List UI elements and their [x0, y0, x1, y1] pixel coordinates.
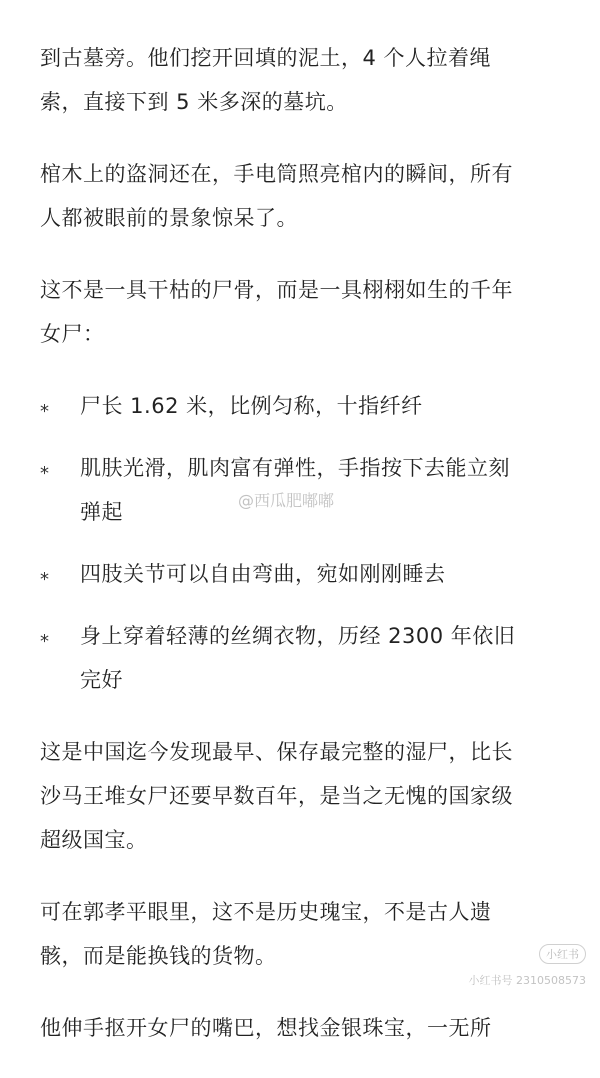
text-line: 到古墓旁。他们挖开回填的泥土，4 个人拉着绳: [40, 46, 492, 70]
text-line: 人都被眼前的景象惊呆了。: [40, 206, 298, 230]
text-line: 完好: [80, 668, 123, 692]
bullet-list: [40, 384, 570, 702]
list-item: [40, 552, 570, 596]
text-line: 沙马王堆女尸还要早数百年，是当之无愧的国家级: [40, 784, 513, 808]
text-line: 四肢关节可以自由弯曲，宛如刚刚睡去: [80, 562, 446, 586]
paragraph-2: [40, 152, 570, 240]
asterisk-bullet-icon: *: [40, 463, 50, 484]
text-line: 弹起: [80, 500, 123, 524]
text-line: 他伸手抠开女尸的嘴巴，想找金银珠宝，一无所: [40, 1016, 492, 1040]
paragraph-6: [40, 1006, 570, 1050]
paragraph-3: [40, 268, 570, 356]
asterisk-bullet-icon: *: [40, 631, 50, 652]
watermark: @西瓜肥嘟嘟: [238, 491, 335, 510]
paragraph-1: [40, 36, 570, 124]
text-line: 棺木上的盗洞还在，手电筒照亮棺内的瞬间，所有: [40, 162, 513, 186]
asterisk-bullet-icon: *: [40, 401, 50, 422]
text-line: 骸，而是能换钱的货物。: [40, 944, 277, 968]
text-line: 这不是一具干枯的尸骨，而是一具栩栩如生的千年: [40, 278, 513, 302]
text-line: 肌肤光滑，肌肉富有弹性，手指按下去能立刻: [80, 456, 510, 480]
article-body: [40, 36, 570, 1078]
text-line: 尸长 1.62 米，比例匀称，十指纤纤: [80, 394, 423, 418]
text-line: 可在郭孝平眼里，这不是历史瑰宝，不是古人遗: [40, 900, 492, 924]
platform-user-id: 小红书号 2310508573: [468, 974, 586, 987]
list-item: [40, 384, 570, 428]
text-line: 索，直接下到 5 米多深的墓坑。: [40, 90, 348, 114]
text-line: 女尸：: [40, 322, 105, 346]
platform-badge: 小红书: [539, 944, 586, 964]
paragraph-4: [40, 730, 570, 862]
paragraph-5: [40, 890, 570, 978]
list-item: [40, 614, 570, 702]
text-line: 身上穿着轻薄的丝绸衣物，历经 2300 年依旧: [80, 624, 516, 648]
asterisk-bullet-icon: *: [40, 569, 50, 590]
text-line: 这是中国迄今发现最早、保存最完整的湿尸，比长: [40, 740, 513, 764]
text-line: 超级国宝。: [40, 828, 148, 852]
